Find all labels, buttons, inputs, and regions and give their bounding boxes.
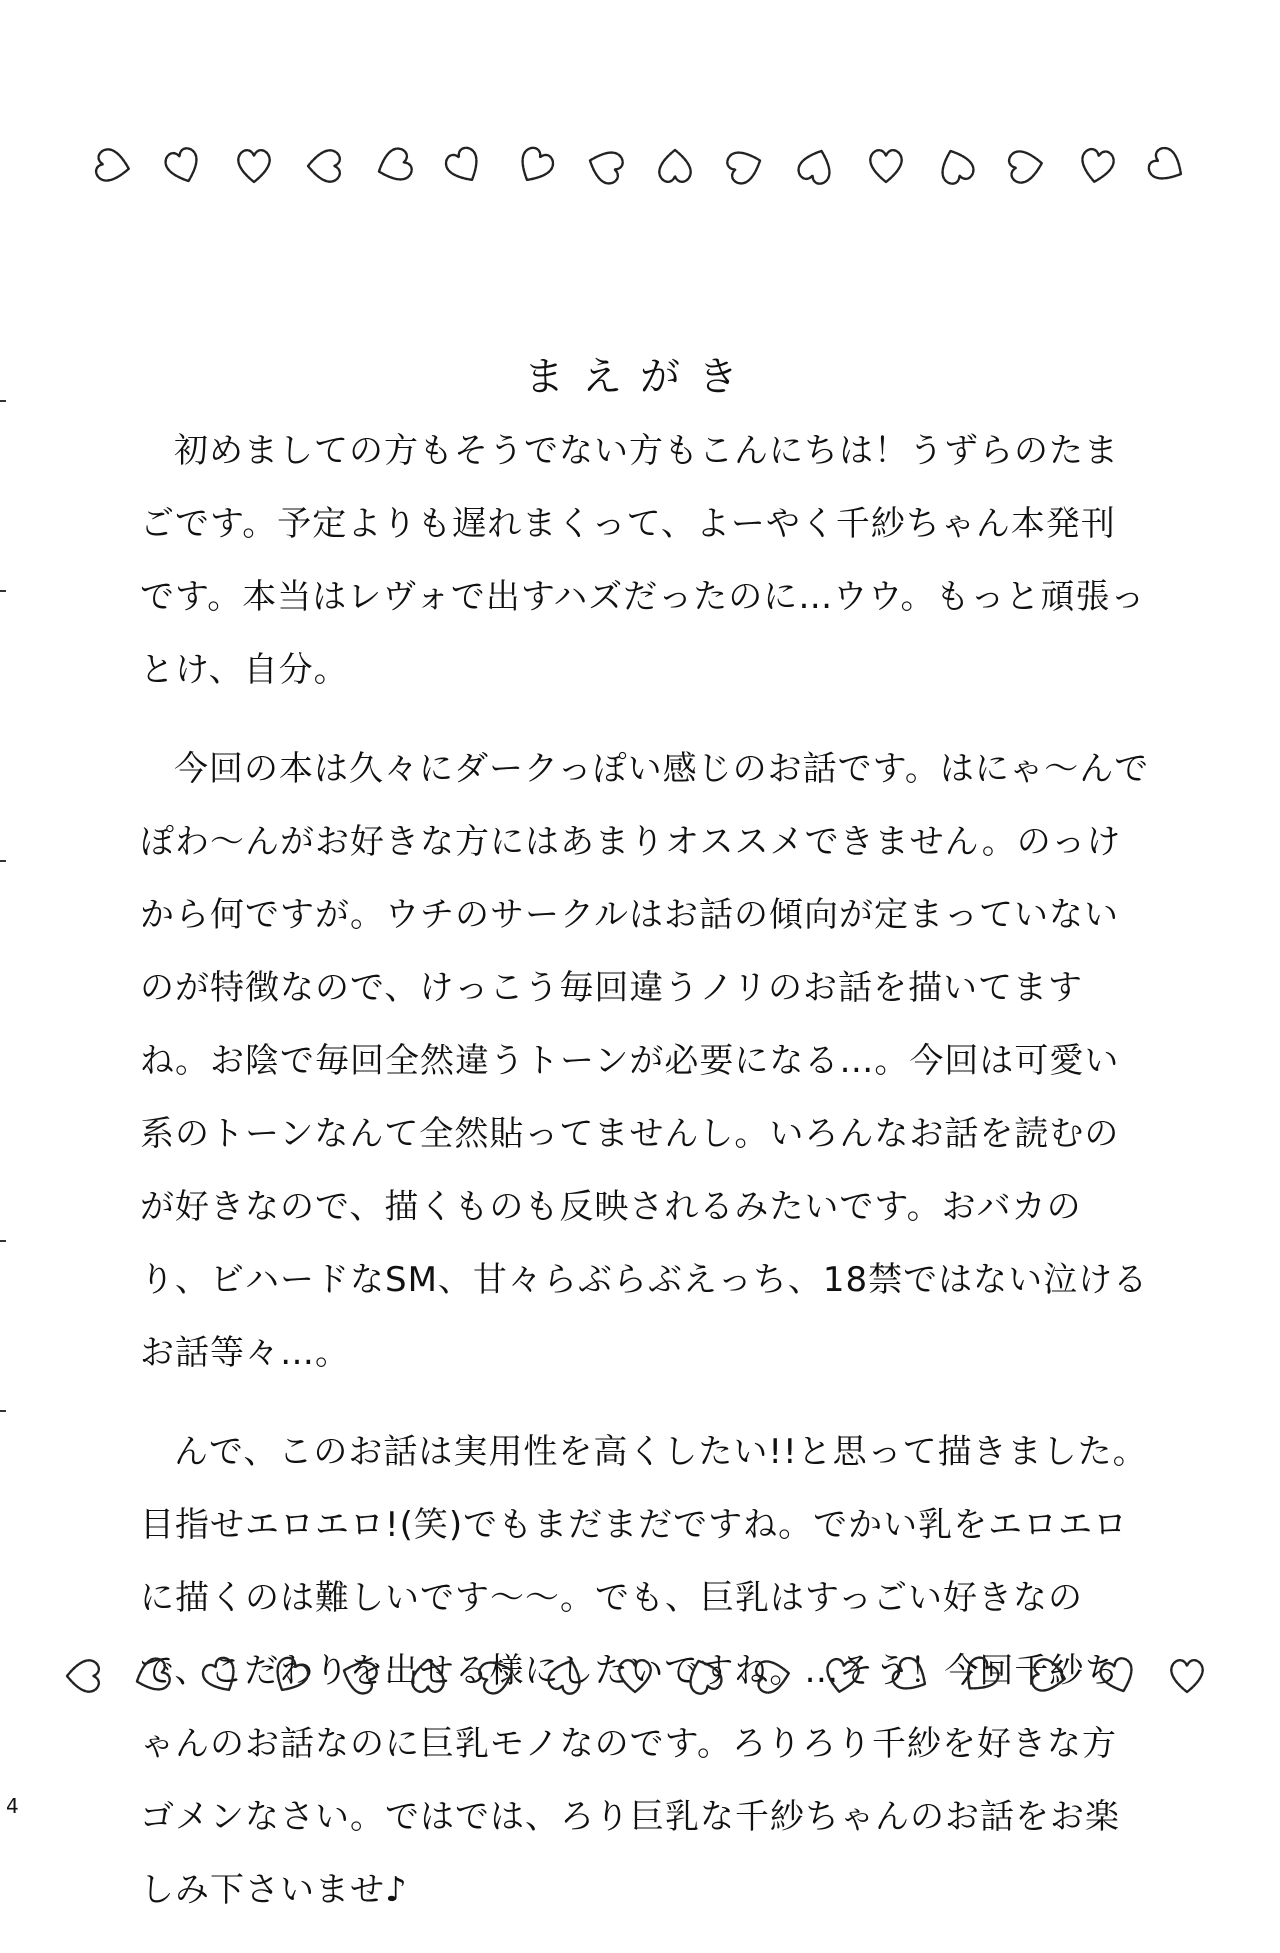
heart-icon — [612, 1652, 658, 1698]
heart-icon — [1003, 142, 1049, 188]
heart-icon — [652, 142, 698, 188]
heart-icon — [582, 142, 628, 188]
heart-icon — [933, 142, 979, 188]
heart-icon — [793, 142, 839, 188]
heart-icon — [231, 142, 277, 188]
heart-icon — [1144, 142, 1190, 188]
heart-icon — [474, 1652, 520, 1698]
page-number: 4 — [6, 1794, 19, 1818]
heart-icon — [1095, 1652, 1141, 1698]
heart-icon — [819, 1652, 865, 1698]
heart-icon — [1026, 1652, 1072, 1698]
heart-icon — [371, 142, 417, 188]
heart-icon — [160, 142, 206, 188]
heart-icon — [405, 1652, 451, 1698]
paragraph: 初めましての方もそうでない方もこんにちは！うずらのたまごです。予定よりも遅れまくって、よーやく千紗ちゃん本発刊です。本当はレヴォで出すハズだったのに…ウウ。もっと頑張っとけ、自分。 — [140, 431, 1146, 690]
heart-icon — [60, 1652, 106, 1698]
heart-icon — [957, 1652, 1003, 1698]
heart-icon — [198, 1652, 244, 1698]
edge-mark — [0, 860, 6, 862]
heart-icon — [129, 1652, 175, 1698]
heart-icon — [888, 1652, 934, 1698]
edge-mark — [0, 1410, 6, 1412]
page-title: まえがき — [524, 354, 756, 400]
heart-icon — [543, 1652, 589, 1698]
heart-icon — [750, 1652, 796, 1698]
paragraph: 今回の本は久々にダークっぽい感じのお話です。はにゃ〜んでぽわ〜んがお好きな方にはあまりオススメできません。のっけから何ですが。ウチのサークルはお話の傾向が定まっていないのが特徴なので、けっこう毎回違うノリのお話を描いてますね。お陰で毎回全然違うトーンが必要になる…。今回は可愛い系のトーンなんて全然貼ってませんし。いろんなお話を読むのが好きなので、描くものも反映されるみたいです。おバカのり、ビハードなSM、甘々らぶらぶえっち、18禁ではない泣けるお話等々…。 — [140, 749, 1150, 1373]
heart-icon — [722, 142, 768, 188]
heart-icon — [681, 1652, 727, 1698]
heart-icon — [863, 142, 909, 188]
heart-border-bottom — [60, 1640, 1210, 1710]
heart-icon — [1074, 142, 1120, 188]
edge-mark — [0, 590, 6, 592]
heart-icon — [1164, 1652, 1210, 1698]
heart-icon — [267, 1652, 313, 1698]
preface-body — [140, 415, 1150, 1953]
heart-icon — [441, 142, 487, 188]
heart-icon — [301, 142, 347, 188]
heart-border-top — [90, 130, 1190, 200]
heart-icon — [512, 142, 558, 188]
edge-mark — [0, 1240, 6, 1242]
heart-icon — [336, 1652, 382, 1698]
edge-mark — [0, 400, 6, 402]
paragraph: んで、このお話は実用性を高くしたい!!と思って描きました。目指せエロエロ!(笑)でもまだまだですね。でかい乳をエロエロに描くのは難しいです〜〜。でも、巨乳はすっごい好きなので、こだわりを出せる様にしたいですね。…そう！今回千紗ちゃんのお話なのに巨乳モノなのです。ろりろり千紗を好きな方ゴメンなさい。ではでは、ろり巨乳な千紗ちゃんのお話をお楽しみ下さいませ♪ — [140, 1432, 1148, 1910]
heart-icon — [90, 142, 136, 188]
